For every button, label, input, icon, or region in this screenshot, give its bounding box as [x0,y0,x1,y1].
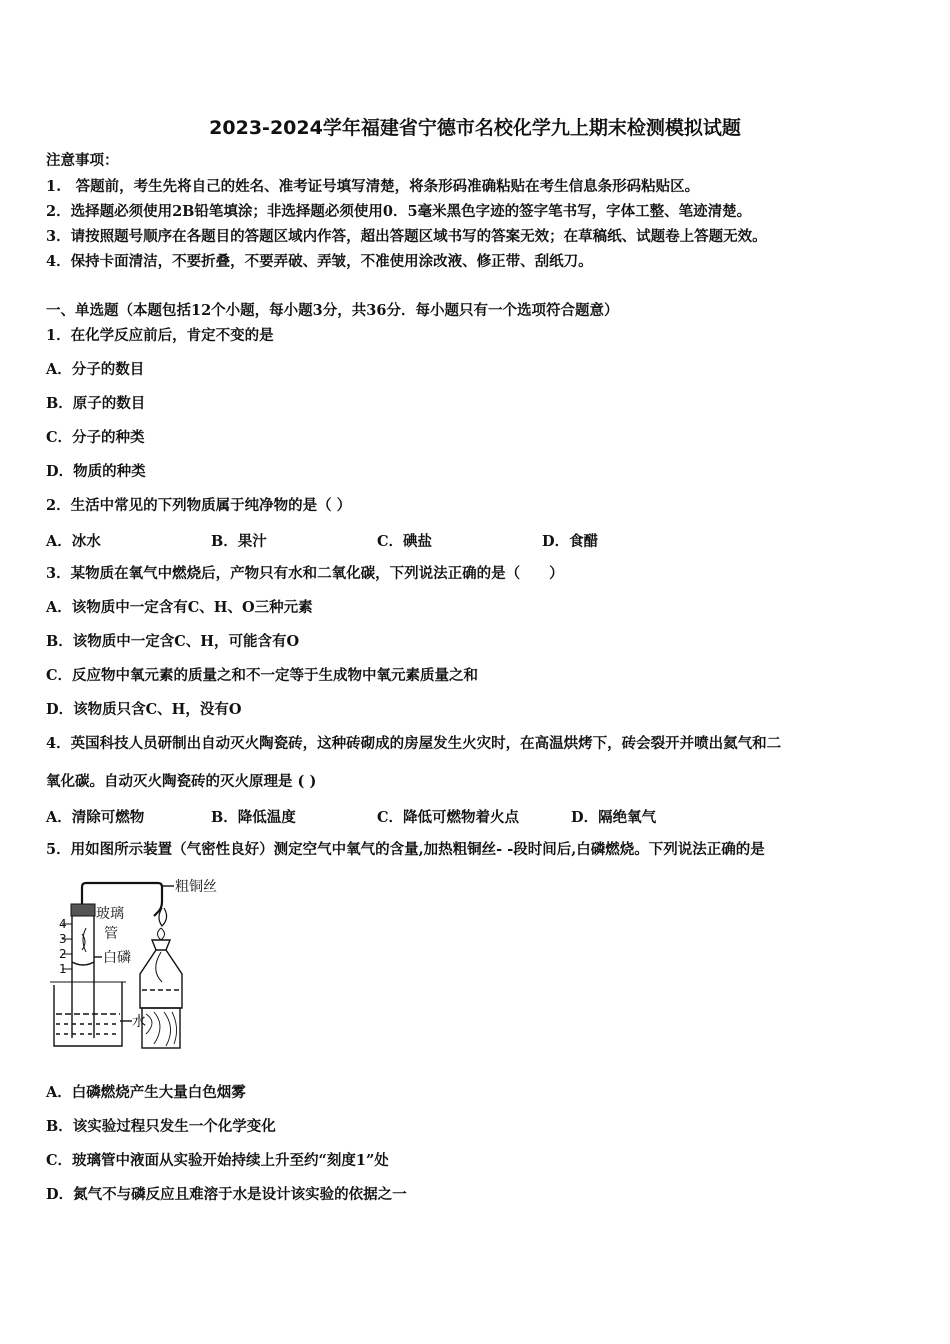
q4-option-d: D．隔绝氧气 [571,809,657,826]
q4-stem-line2: 氧化碳。自动灭火陶瓷砖的灭火原理是 ( ) [46,773,317,790]
section-heading: 一、单选题（本题包括12个小题，每小题3分，共36分．每小题只有一个选项符合题意） [46,302,619,319]
label-copper-wire: 粗铜丝 [175,879,217,895]
lamp-flame [158,928,165,940]
q1-option-c: C．分子的种类 [46,429,145,446]
glass-tube [72,914,94,1038]
tube-liquid-level [72,962,94,965]
q3-option-c: C．反应物中氧元素的质量之和不一定等于生成物中氧元素质量之和 [46,667,479,684]
q5-option-c: C．玻璃管中液面从实验开始持续上升至约“刻度1”处 [46,1152,389,1169]
notice-item-4: 4．保持卡面清洁，不要折叠，不要弄破、弄皱，不准使用涂改液、修正带、刮纸刀。 [46,253,593,270]
q4-option-b: B．降低温度 [211,809,296,826]
notice-heading: 注意事项： [46,152,119,169]
scale-label-2: 2 [59,947,67,961]
q3-stem: 3．某物质在氧气中燃烧后，产物只有水和二氧化碳，下列说法正确的是（ ） [46,565,564,582]
apparatus-figure [46,878,246,1053]
q4-option-a: A．清除可燃物 [46,809,145,826]
q2-option-c: C．碘盐 [377,533,433,550]
wire-coil [159,908,167,926]
alcohol-lamp [140,950,182,1008]
notice-item-3: 3．请按照题号顺序在各题目的答题区域内作答，超出答题区域书写的答案无效；在草稿纸、试题卷上答题无效。 [46,228,767,245]
notice-item-1: 1. 答题前，考生先将自己的姓名、准考证号填写清楚，将条形码准确粘贴在考生信息条形码粘贴区。 [46,178,700,195]
q1-option-b: B．原子的数目 [46,395,146,412]
scale-label-4: 4 [59,917,67,931]
label-phosphorus: 白磷 [103,950,131,966]
q2-option-d: D．食醋 [542,533,599,550]
wood-grain [146,1012,177,1046]
scale-label-1: 1 [59,962,67,976]
q5-stem: 5．用如图所示装置（气密性良好）测定空气中氧气的含量,加热粗铜丝- -段时间后,白磷燃烧。下列说法正确的是 [46,841,765,858]
q3-option-d: D．该物质只含C、H，没有O [46,701,242,718]
notice-item-2: 2．选择题必须使用2B铅笔填涂；非选择题必须使用0．5毫米黑色字迹的签字笔书写，字体工整、笔迹清楚。 [46,203,752,220]
q1-option-d: D．物质的种类 [46,463,146,480]
label-water: 水 [132,1014,146,1030]
q2-option-a: A．冰水 [46,533,101,550]
q2-option-b: B．果汁 [211,533,267,550]
q1-stem: 1．在化学反应前后，肯定不变的是 [46,327,274,344]
q5-option-a: A．白磷燃烧产生大量白色烟雾 [46,1084,246,1101]
q5-option-b: B．该实验过程只发生一个化学变化 [46,1118,276,1135]
q1-option-a: A．分子的数目 [46,361,145,378]
q5-option-d: D．氮气不与磷反应且难溶于水是设计该实验的依据之一 [46,1186,407,1203]
q4-stem-line1: 4．英国科技人员研制出自动灭火陶瓷砖，这种砖砌成的房屋发生火灾时，在高温烘烤下，砖会裂开并喷出氦气和二 [46,735,782,752]
label-glass-1: 玻璃 [96,906,124,922]
scale-label-3: 3 [59,932,67,946]
q3-option-a: A．该物质中一定含有C、H、O三种元素 [46,599,313,616]
q2-stem: 2．生活中常见的下列物质属于纯净物的是（ ） [46,497,352,514]
page-title: 2023-2024学年福建省宁德市名校化学九上期末检测模拟试题 [209,117,741,139]
phosphorus-flame [82,928,86,952]
tube-stopper [71,904,95,916]
label-glass-2: 管 [104,926,118,942]
lamp-wick [156,952,162,982]
lamp-wick-holder [152,940,170,950]
q3-option-b: B．该物质中一定含C、H，可能含有O [46,633,300,650]
q4-option-c: C．降低可燃物着火点 [377,809,520,826]
